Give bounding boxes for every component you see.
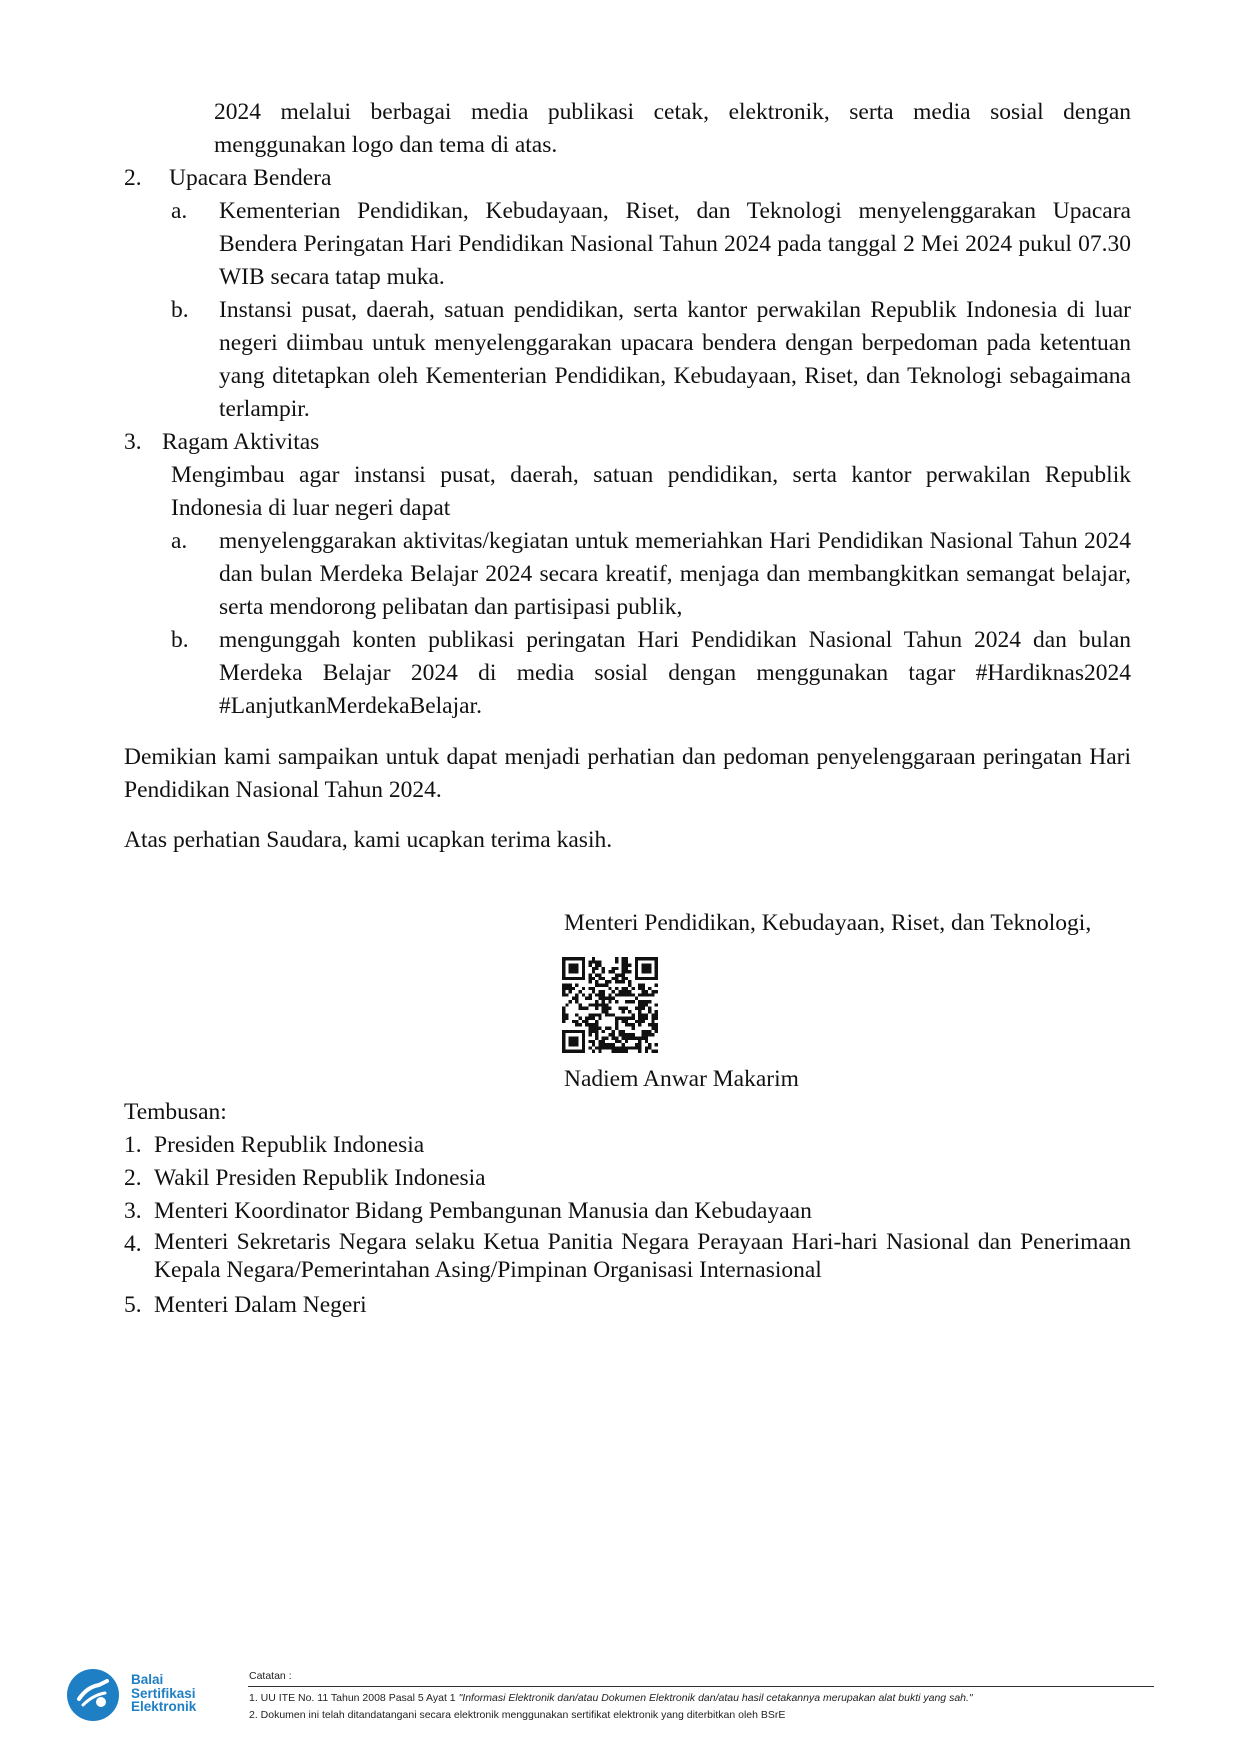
section3-title: Ragam Aktivitas — [162, 429, 320, 455]
tembusan-num-3: 3. — [124, 1198, 142, 1224]
footer-note-1-prefix: 1. UU ITE No. 11 Tahun 2008 Pasal 5 Ayat 1 — [249, 1692, 459, 1704]
footer-note-1-quote: "Informasi Elektronik dan/atau Dokumen Elektronik dan/atau hasil cetakannya merupakan alat bukti yang sah." — [458, 1692, 973, 1704]
footer-note-1 — [249, 1691, 973, 1705]
signer-name: Nadiem Anwar Makarim — [564, 1066, 799, 1092]
bsre-logo-text — [131, 1673, 196, 1714]
tembusan-num-1: 1. — [124, 1132, 142, 1158]
footer-divider — [248, 1686, 1154, 1687]
tembusan-num-2: 2. — [124, 1165, 142, 1191]
bsre-logo-line1: Balai — [131, 1672, 164, 1687]
tembusan-item-4: Menteri Sekretaris Negara selaku Ketua Panitia Negara Perayaan Hari-hari Nasional dan Penerimaan Kepala Negara/Pemerintahan Asing/Pimpinan Organisasi Internasional — [154, 1229, 1131, 1283]
section3-item-a-text: menyelenggarakan aktivitas/kegiatan untuk memeriahkan Hari Pendidikan Nasional Tahun 2024 dan bulan Merdeka Belajar 2024 secara kreatif, menjaga dan membangkitkan semangat belajar, serta mendorong pelibatan dan partisipasi publik, — [219, 528, 1131, 620]
section2-item-b-label: b. — [171, 297, 189, 323]
section3-item-b-text: mengunggah konten publikasi peringatan Hari Pendidikan Nasional Tahun 2024 dan bulan Merdeka Belajar 2024 di media sosial dengan menggunakan tagar #Hardiknas2024 #LanjutkanMerdekaBelajar. — [219, 627, 1131, 719]
closing-paragraph: Demikian kami sampaikan untuk dapat menjadi perhatian dan pedoman penyelenggaraan peringatan Hari Pendidikan Nasional Tahun 2024. — [124, 744, 1131, 803]
bsre-logo-line3: Elektronik — [131, 1699, 197, 1714]
section2-item-a-label: a. — [171, 198, 188, 224]
signer-position: Menteri Pendidikan, Kebudayaan, Riset, dan Teknologi, — [564, 910, 1092, 936]
section2-item-a-text: Kementerian Pendidikan, Kebudayaan, Riset, dan Teknologi menyelenggarakan Upacara Bendera Peringatan Hari Pendidikan Nasional Tahun 2024 pada tanggal 2 Mei 2024 pukul 07.30 WIB secara tatap muka. — [219, 198, 1131, 290]
section3-number: 3. — [124, 429, 142, 455]
section2-number: 2. — [124, 165, 142, 191]
footer-note-2: 2. Dokumen ini telah ditandatangani secara elektronik menggunakan sertifikat elektronik yang diterbitkan oleh BSrE — [249, 1709, 786, 1721]
catatan-title: Catatan : — [249, 1670, 292, 1682]
tembusan-item-3: Menteri Koordinator Bidang Pembangunan Manusia dan Kebudayaan — [154, 1198, 812, 1224]
qr-code-icon — [562, 957, 658, 1053]
section3-intro: Mengimbau agar instansi pusat, daerah, satuan pendidikan, serta kantor perwakilan Republik Indonesia di luar negeri dapat — [171, 462, 1131, 521]
bsre-logo-line2: Sertifikasi — [131, 1685, 196, 1701]
tembusan-title: Tembusan: — [124, 1099, 227, 1125]
bsre-logo-icon — [63, 1665, 123, 1725]
section2-title: Upacara Bendera — [169, 165, 332, 191]
section3-item-a-label: a. — [171, 528, 188, 554]
tembusan-item-1: Presiden Republik Indonesia — [154, 1132, 425, 1158]
intro-continuation-line1: 2024 melalui berbagai media publikasi cetak, elektronik, serta media sosial dengan — [214, 99, 1131, 125]
thanks-paragraph: Atas perhatian Saudara, kami ucapkan terima kasih. — [124, 827, 613, 853]
tembusan-item-5: Menteri Dalam Negeri — [154, 1292, 367, 1318]
tembusan-num-4: 4. — [124, 1231, 142, 1257]
tembusan-item-2: Wakil Presiden Republik Indonesia — [154, 1165, 486, 1191]
section3-item-b-label: b. — [171, 627, 189, 653]
section2-item-b-text: Instansi pusat, daerah, satuan pendidikan, serta kantor perwakilan Republik Indonesia di luar negeri diimbau untuk menyelenggarakan upacara bendera dengan berpedoman pada ketentuan yang ditetapkan oleh Kementerian Pendidikan, Kebudayaan, Riset, dan Teknologi sebagaimana terlampir. — [219, 297, 1131, 422]
intro-continuation-line2: menggunakan logo dan tema di atas. — [214, 132, 558, 158]
tembusan-num-5: 5. — [124, 1292, 142, 1318]
